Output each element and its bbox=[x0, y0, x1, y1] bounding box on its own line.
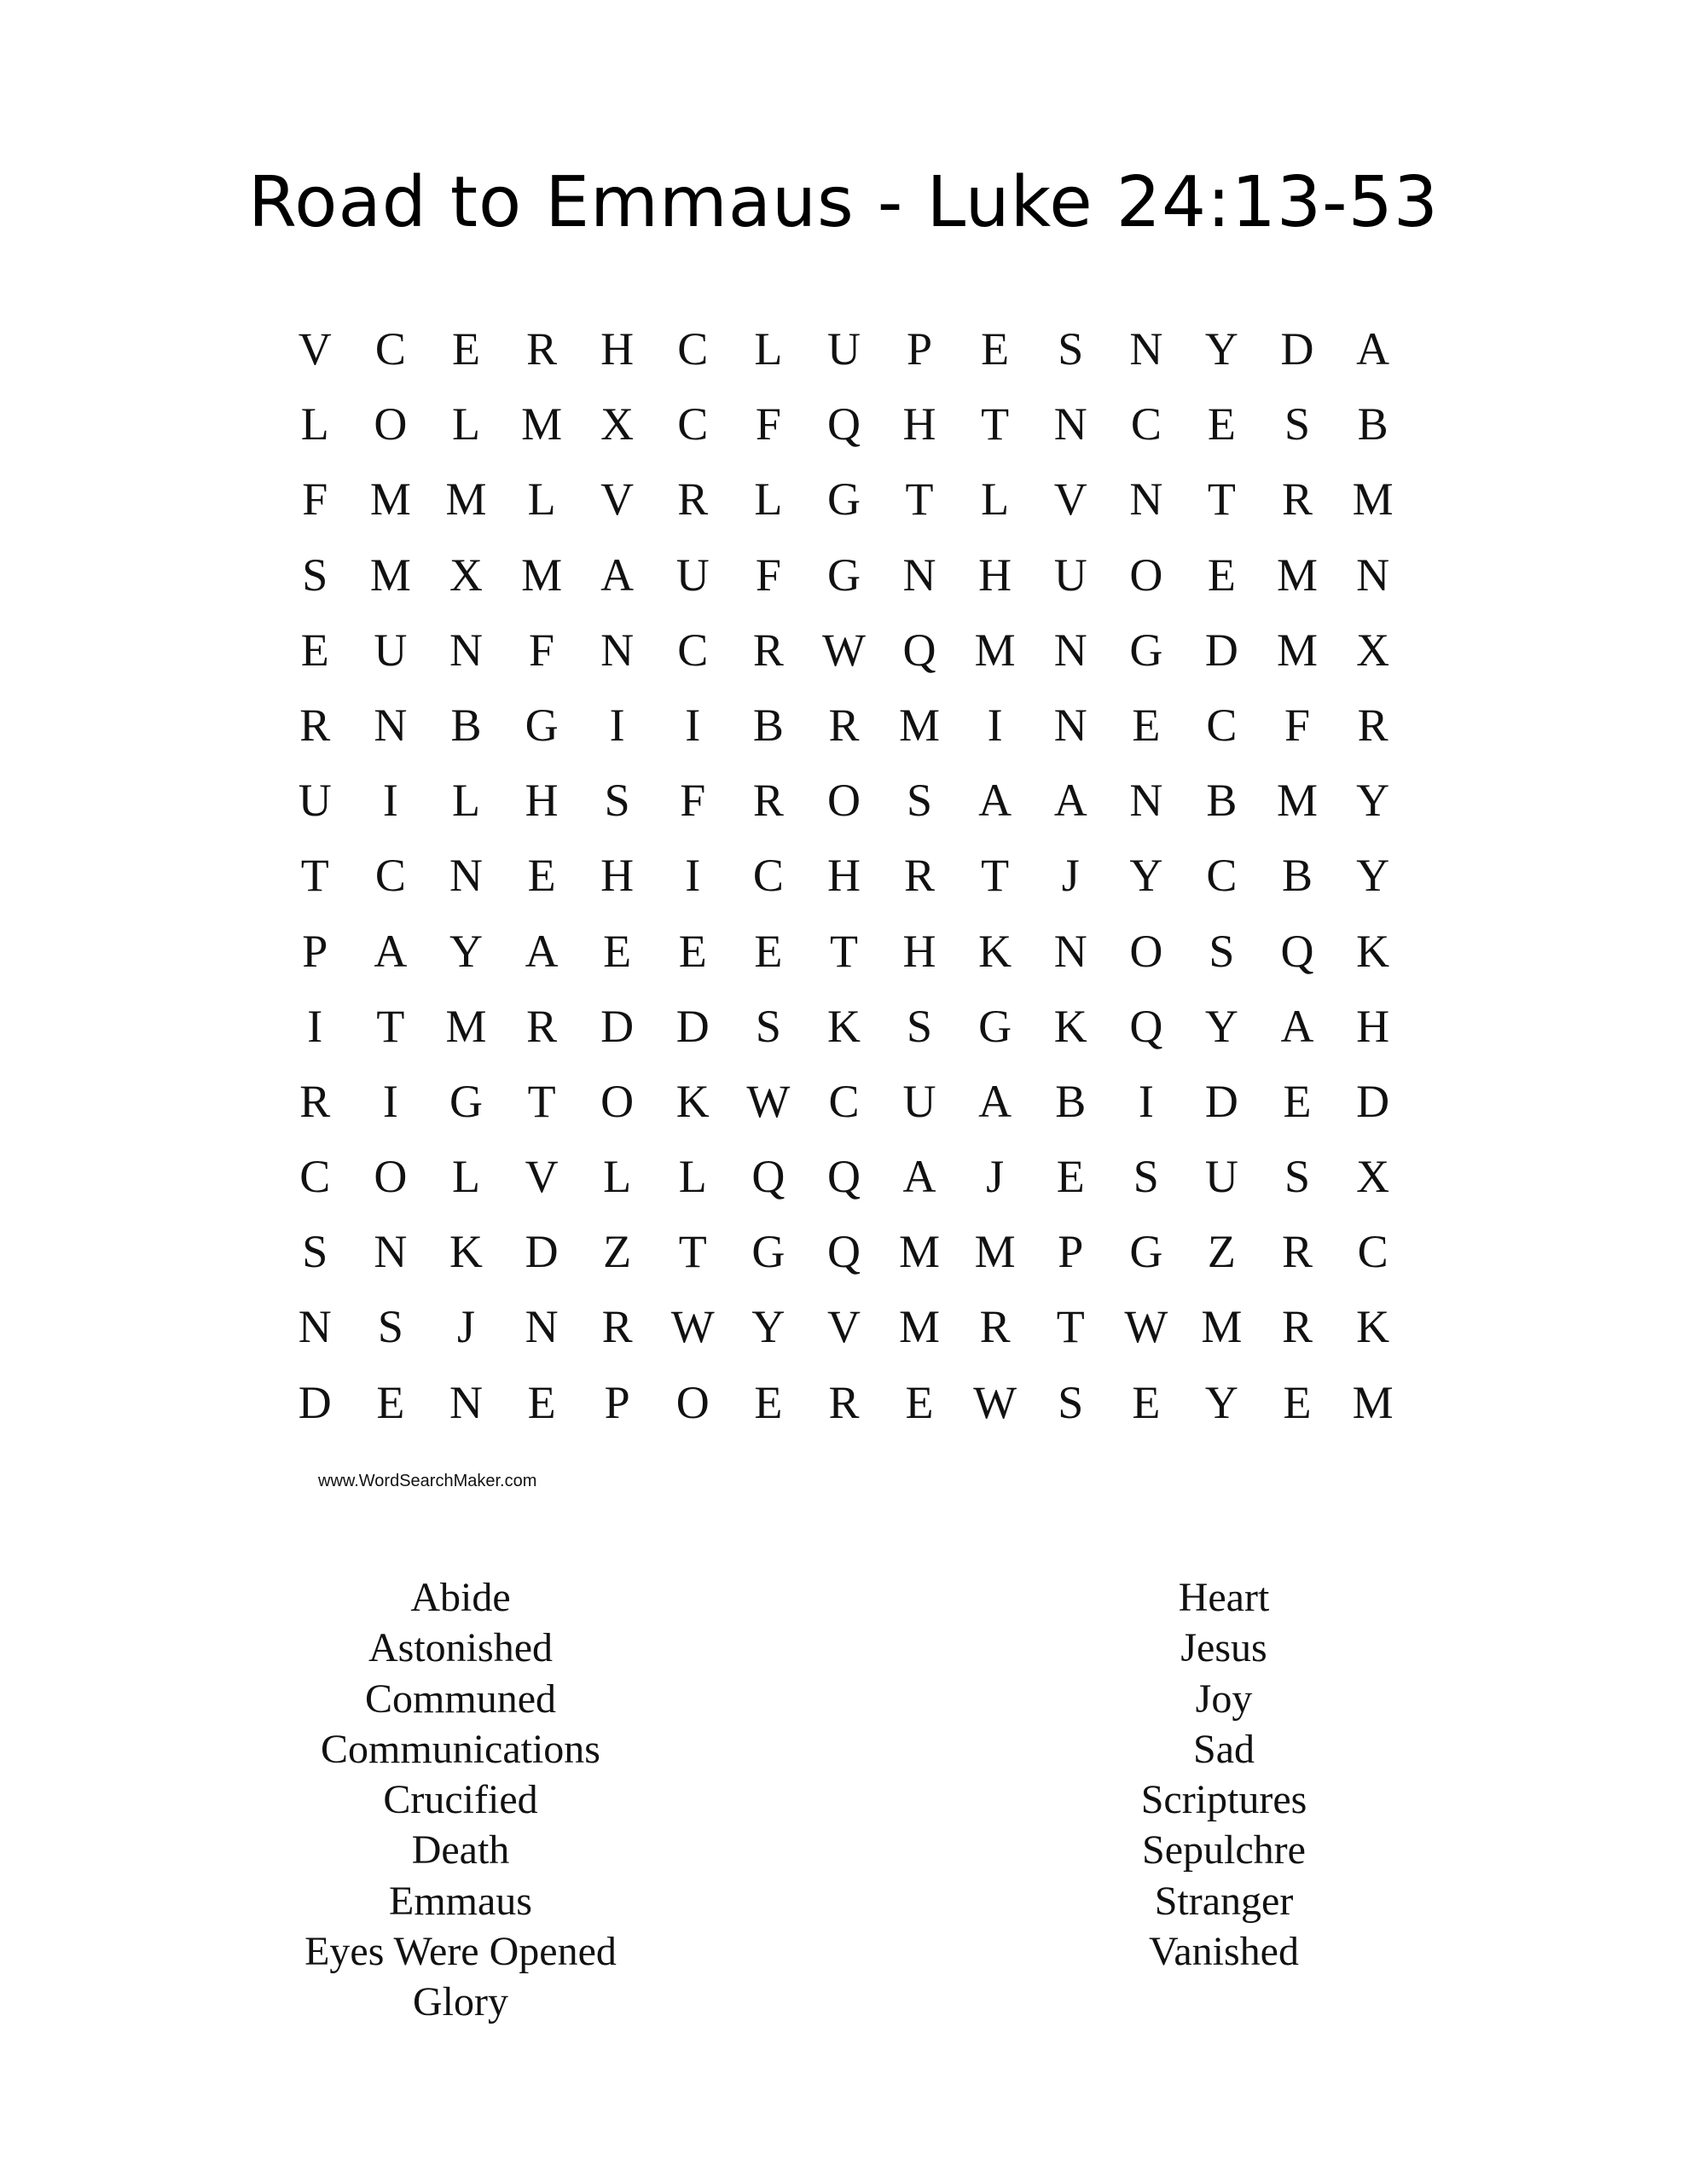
grid-cell: L bbox=[981, 473, 1010, 526]
grid-cell: N bbox=[374, 1226, 408, 1278]
grid-cell: R bbox=[299, 699, 331, 751]
grid-cell: K bbox=[1356, 925, 1390, 977]
grid-cell: S bbox=[302, 1226, 328, 1278]
grid-cell: M bbox=[899, 699, 941, 751]
grid-cell: G bbox=[826, 549, 861, 601]
grid-cell: U bbox=[675, 549, 710, 601]
grid-cell: M bbox=[1352, 473, 1394, 526]
grid-cell: A bbox=[978, 775, 1012, 827]
grid-cell: W bbox=[1124, 1301, 1168, 1353]
grid-cell: L bbox=[451, 398, 480, 450]
grid-cell: I bbox=[987, 699, 1003, 751]
grid-cell: Z bbox=[1207, 1226, 1236, 1278]
grid-cell: H bbox=[1356, 1000, 1390, 1052]
grid-cell: Q bbox=[751, 1151, 786, 1203]
grid-cell: C bbox=[1130, 398, 1162, 450]
grid-cell: M bbox=[899, 1226, 941, 1278]
grid-cell: O bbox=[675, 1376, 710, 1428]
grid-cell: V bbox=[525, 1151, 559, 1203]
grid-cell: N bbox=[1053, 925, 1087, 977]
grid-cell: D bbox=[675, 1000, 710, 1052]
word-list-item: Vanished bbox=[1149, 1929, 1299, 1975]
grid-cell: N bbox=[525, 1301, 559, 1353]
grid-cell: I bbox=[382, 1075, 398, 1127]
grid-cell: G bbox=[1129, 624, 1163, 676]
grid-cell: H bbox=[600, 850, 635, 902]
grid-cell: R bbox=[828, 1376, 860, 1428]
grid-cell: A bbox=[978, 1075, 1012, 1127]
grid-cell: L bbox=[754, 323, 783, 375]
grid-cell: S bbox=[1133, 1151, 1159, 1203]
grid-cell: O bbox=[374, 1151, 408, 1203]
grid-cell: R bbox=[1282, 1301, 1313, 1353]
grid-cell: A bbox=[600, 549, 635, 601]
grid-cell: M bbox=[1277, 624, 1319, 676]
grid-cell: U bbox=[374, 624, 408, 676]
grid-cell: W bbox=[821, 624, 866, 676]
grid-cell: A bbox=[1053, 775, 1087, 827]
grid-cell: H bbox=[600, 323, 635, 375]
grid-cell: A bbox=[902, 1151, 936, 1203]
watermark-url: www.WordSearchMaker.com bbox=[318, 1472, 537, 1490]
grid-cell: G bbox=[449, 1075, 483, 1127]
grid-cell: N bbox=[1129, 775, 1163, 827]
grid-cell: R bbox=[526, 1000, 558, 1052]
grid-cell: Y bbox=[1129, 850, 1163, 902]
grid-cell: C bbox=[828, 1075, 860, 1127]
grid-cell: E bbox=[1207, 549, 1236, 601]
grid-cell: I bbox=[307, 1000, 323, 1052]
grid-cell: C bbox=[374, 850, 406, 902]
grid-cell: T bbox=[376, 1000, 405, 1052]
grid-cell: V bbox=[1053, 473, 1087, 526]
grid-cell: E bbox=[1283, 1376, 1312, 1428]
grid-cell: U bbox=[826, 323, 861, 375]
grid-cell: Y bbox=[1356, 850, 1390, 902]
grid-cell: A bbox=[1280, 1000, 1314, 1052]
word-list-item: Joy bbox=[1195, 1676, 1253, 1722]
grid-cell: Y bbox=[1204, 323, 1238, 375]
grid-cell: V bbox=[298, 323, 332, 375]
grid-cell: E bbox=[603, 925, 632, 977]
grid-cell: L bbox=[451, 775, 480, 827]
grid-cell: F bbox=[1284, 699, 1311, 751]
grid-cell: N bbox=[1053, 699, 1087, 751]
grid-cell: S bbox=[907, 775, 933, 827]
grid-cell: R bbox=[526, 323, 558, 375]
grid-cell: F bbox=[755, 549, 781, 601]
grid-cell: X bbox=[1356, 624, 1390, 676]
grid-cell: G bbox=[826, 473, 861, 526]
grid-cell: R bbox=[979, 1301, 1011, 1353]
word-list-item: Stranger bbox=[1154, 1878, 1294, 1924]
grid-cell: R bbox=[1282, 1226, 1313, 1278]
grid-cell: N bbox=[600, 624, 635, 676]
grid-cell: S bbox=[1284, 398, 1311, 450]
grid-cell: F bbox=[529, 624, 555, 676]
grid-cell: R bbox=[299, 1075, 331, 1127]
grid-cell: Q bbox=[1129, 1000, 1163, 1052]
grid-cell: R bbox=[601, 1301, 633, 1353]
grid-cell: M bbox=[445, 1000, 487, 1052]
grid-cell: D bbox=[600, 1000, 635, 1052]
grid-cell: U bbox=[298, 775, 332, 827]
grid-cell: L bbox=[527, 473, 556, 526]
grid-cell: K bbox=[1053, 1000, 1087, 1052]
grid-cell: O bbox=[1129, 925, 1163, 977]
grid-cell: M bbox=[521, 398, 563, 450]
grid-cell: N bbox=[902, 549, 936, 601]
grid-cell: B bbox=[1357, 398, 1388, 450]
grid-cell: M bbox=[899, 1301, 941, 1353]
grid-cell: O bbox=[826, 775, 861, 827]
grid-cell: B bbox=[752, 699, 784, 751]
grid-cell: J bbox=[456, 1301, 475, 1353]
grid-cell: E bbox=[1283, 1075, 1312, 1127]
grid-cell: C bbox=[1206, 699, 1238, 751]
grid-cell: N bbox=[1129, 323, 1163, 375]
grid-cell: A bbox=[525, 925, 559, 977]
grid-cell: M bbox=[974, 624, 1016, 676]
grid-cell: S bbox=[755, 1000, 781, 1052]
grid-cell: F bbox=[680, 775, 706, 827]
grid-cell: V bbox=[826, 1301, 861, 1353]
grid-cell: Q bbox=[826, 398, 861, 450]
grid-cell: H bbox=[902, 398, 936, 450]
grid-cell: E bbox=[754, 925, 783, 977]
grid-cell: D bbox=[1356, 1075, 1390, 1127]
page-title: Road to Emmaus - Luke 24:13-53 bbox=[248, 162, 1439, 243]
grid-cell: Q bbox=[826, 1226, 861, 1278]
grid-cell: U bbox=[902, 1075, 936, 1127]
grid-cell: R bbox=[1282, 473, 1313, 526]
grid-cell: D bbox=[298, 1376, 332, 1428]
grid-cell: T bbox=[981, 850, 1010, 902]
grid-cell: O bbox=[374, 398, 408, 450]
grid-cell: T bbox=[1207, 473, 1236, 526]
grid-cell: H bbox=[902, 925, 936, 977]
grid-cell: T bbox=[905, 473, 934, 526]
grid-cell: S bbox=[1058, 323, 1084, 375]
grid-cell: R bbox=[828, 699, 860, 751]
grid-cell: A bbox=[1356, 323, 1390, 375]
grid-cell: S bbox=[1209, 925, 1235, 977]
grid-cell: M bbox=[445, 473, 487, 526]
grid-cell: L bbox=[603, 1151, 632, 1203]
grid-cell: Z bbox=[603, 1226, 632, 1278]
grid-cell: C bbox=[1357, 1226, 1388, 1278]
grid-cell: T bbox=[300, 850, 329, 902]
grid-cell: U bbox=[1053, 549, 1087, 601]
grid-cell: G bbox=[525, 699, 559, 751]
grid-cell: Q bbox=[1280, 925, 1314, 977]
word-list-left bbox=[247, 1572, 674, 2028]
grid-cell: R bbox=[752, 775, 784, 827]
grid-cell: E bbox=[981, 323, 1010, 375]
grid-cell: N bbox=[1053, 624, 1087, 676]
grid-cell: K bbox=[826, 1000, 861, 1052]
grid-cell: E bbox=[527, 850, 556, 902]
grid-cell: T bbox=[678, 1226, 707, 1278]
grid-cell: K bbox=[1356, 1301, 1390, 1353]
grid-cell: M bbox=[1277, 549, 1319, 601]
word-list-item: Abide bbox=[410, 1575, 511, 1620]
grid-cell: H bbox=[978, 549, 1012, 601]
grid-cell: V bbox=[600, 473, 635, 526]
grid-cell: N bbox=[1129, 473, 1163, 526]
grid-cell: S bbox=[1284, 1151, 1311, 1203]
grid-cell: D bbox=[1204, 1075, 1238, 1127]
grid-cell: R bbox=[677, 473, 709, 526]
grid-cell: I bbox=[685, 850, 701, 902]
grid-cell: N bbox=[449, 1376, 483, 1428]
word-list-item: Glory bbox=[413, 1979, 508, 2025]
grid-cell: L bbox=[300, 398, 329, 450]
grid-cell: I bbox=[685, 699, 701, 751]
grid-cell: C bbox=[677, 398, 709, 450]
grid-cell: S bbox=[907, 1000, 933, 1052]
grid-cell: N bbox=[449, 624, 483, 676]
word-list-item: Emmaus bbox=[389, 1878, 532, 1924]
grid-cell: M bbox=[521, 549, 563, 601]
grid-cell: J bbox=[986, 1151, 1005, 1203]
grid-cell: H bbox=[826, 850, 861, 902]
grid-cell: Q bbox=[902, 624, 936, 676]
grid-cell: J bbox=[1061, 850, 1080, 902]
grid-cell: E bbox=[1132, 1376, 1161, 1428]
grid-cell: E bbox=[527, 1376, 556, 1428]
grid-cell: D bbox=[525, 1226, 559, 1278]
word-list-item: Scriptures bbox=[1140, 1777, 1307, 1823]
word-list-item: Eyes Were Opened bbox=[304, 1929, 617, 1975]
grid-cell: W bbox=[746, 1075, 791, 1127]
grid-cell: K bbox=[978, 925, 1012, 977]
grid-cell: C bbox=[677, 624, 709, 676]
word-list-item: Communications bbox=[321, 1726, 600, 1772]
grid-cell: I bbox=[382, 775, 398, 827]
grid-cell: R bbox=[1357, 699, 1388, 751]
grid-cell: R bbox=[752, 624, 784, 676]
grid-cell: M bbox=[369, 473, 411, 526]
grid-cell: C bbox=[374, 323, 406, 375]
grid-cell: Q bbox=[826, 1151, 861, 1203]
grid-cell: B bbox=[1282, 850, 1313, 902]
grid-cell: S bbox=[604, 775, 630, 827]
grid-cell: F bbox=[302, 473, 328, 526]
grid-cell: N bbox=[449, 850, 483, 902]
grid-cell: C bbox=[752, 850, 784, 902]
word-list-item: Crucified bbox=[383, 1777, 538, 1823]
word-list-right bbox=[1011, 1572, 1437, 1977]
grid-cell: Y bbox=[751, 1301, 786, 1353]
grid-cell: Y bbox=[449, 925, 483, 977]
grid-cell: G bbox=[978, 1000, 1012, 1052]
grid-cell: E bbox=[451, 323, 480, 375]
letter-grid bbox=[277, 311, 1412, 1440]
grid-cell: M bbox=[1277, 775, 1319, 827]
word-list-item: Sepulchre bbox=[1142, 1827, 1306, 1873]
grid-cell: W bbox=[973, 1376, 1017, 1428]
grid-cell: Y bbox=[1204, 1376, 1238, 1428]
grid-cell: P bbox=[1058, 1226, 1084, 1278]
grid-cell: E bbox=[905, 1376, 934, 1428]
grid-cell: I bbox=[1138, 1075, 1154, 1127]
grid-cell: M bbox=[1352, 1376, 1394, 1428]
grid-cell: E bbox=[754, 1376, 783, 1428]
grid-cell: C bbox=[299, 1151, 331, 1203]
grid-cell: E bbox=[300, 624, 329, 676]
grid-cell: L bbox=[754, 473, 783, 526]
grid-cell: L bbox=[678, 1151, 707, 1203]
word-list-item: Sad bbox=[1193, 1726, 1255, 1772]
grid-cell: T bbox=[829, 925, 858, 977]
grid-cell: T bbox=[981, 398, 1010, 450]
grid-cell: P bbox=[907, 323, 933, 375]
grid-cell: B bbox=[450, 699, 482, 751]
word-list-item: Heart bbox=[1178, 1575, 1270, 1620]
grid-cell: S bbox=[1058, 1376, 1084, 1428]
grid-cell: S bbox=[377, 1301, 403, 1353]
grid-cell: C bbox=[1206, 850, 1238, 902]
grid-cell: X bbox=[1356, 1151, 1390, 1203]
grid-cell: N bbox=[1053, 398, 1087, 450]
grid-cell: B bbox=[1055, 1075, 1087, 1127]
grid-cell: X bbox=[449, 549, 483, 601]
grid-cell: H bbox=[525, 775, 559, 827]
word-list-item: Death bbox=[411, 1827, 510, 1873]
grid-cell: E bbox=[1207, 398, 1236, 450]
grid-cell: E bbox=[678, 925, 707, 977]
grid-cell: G bbox=[1129, 1226, 1163, 1278]
grid-cell: X bbox=[600, 398, 635, 450]
grid-cell: I bbox=[609, 699, 625, 751]
word-list-item: Communed bbox=[365, 1676, 556, 1722]
grid-cell: O bbox=[600, 1075, 635, 1127]
grid-cell: U bbox=[1204, 1151, 1238, 1203]
grid-cell: L bbox=[451, 1151, 480, 1203]
grid-cell: P bbox=[604, 1376, 630, 1428]
grid-cell: N bbox=[1356, 549, 1390, 601]
grid-cell: M bbox=[974, 1226, 1016, 1278]
grid-cell: E bbox=[1056, 1151, 1085, 1203]
word-list-item: Jesus bbox=[1180, 1625, 1267, 1671]
grid-cell: R bbox=[904, 850, 936, 902]
grid-cell: K bbox=[449, 1226, 483, 1278]
grid-cell: D bbox=[1280, 323, 1314, 375]
grid-cell: B bbox=[1206, 775, 1238, 827]
grid-cell: W bbox=[670, 1301, 715, 1353]
grid-cell: M bbox=[369, 549, 411, 601]
grid-cell: A bbox=[374, 925, 408, 977]
grid-cell: E bbox=[1132, 699, 1161, 751]
grid-cell: T bbox=[1056, 1301, 1085, 1353]
grid-cell: O bbox=[1129, 549, 1163, 601]
grid-cell: D bbox=[1204, 624, 1238, 676]
word-list-item: Astonished bbox=[368, 1625, 553, 1671]
grid-cell: C bbox=[677, 323, 709, 375]
grid-cell: G bbox=[751, 1226, 786, 1278]
grid-cell: T bbox=[527, 1075, 556, 1127]
grid-cell: N bbox=[374, 699, 408, 751]
grid-cell: F bbox=[755, 398, 781, 450]
grid-cell: K bbox=[675, 1075, 710, 1127]
grid-cell: M bbox=[1201, 1301, 1243, 1353]
grid-cell: E bbox=[376, 1376, 405, 1428]
grid-cell: Y bbox=[1204, 1000, 1238, 1052]
grid-cell: S bbox=[302, 549, 328, 601]
grid-cell: Y bbox=[1356, 775, 1390, 827]
grid-cell: P bbox=[302, 925, 328, 977]
grid-cell: N bbox=[298, 1301, 332, 1353]
